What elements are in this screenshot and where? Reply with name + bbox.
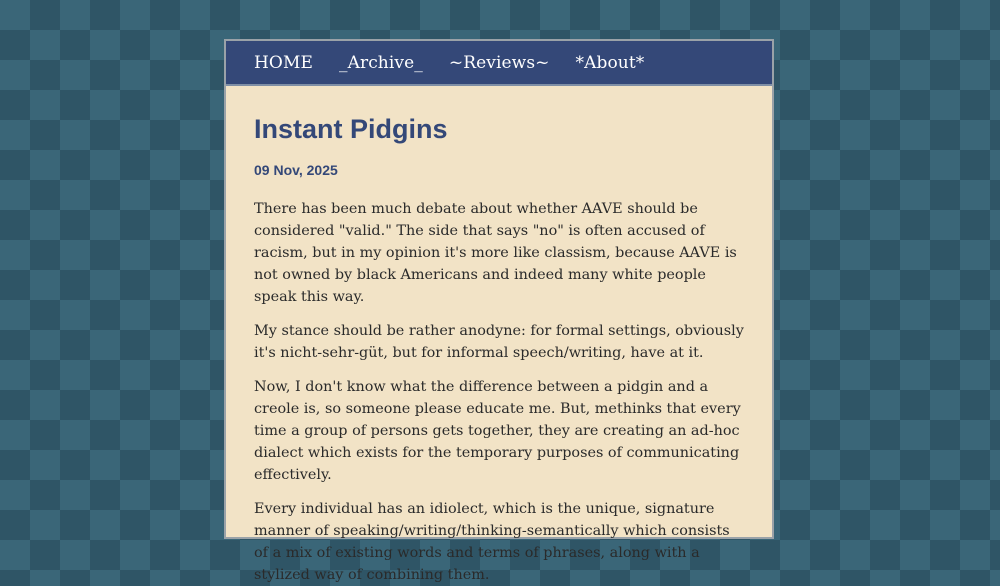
page-container (224, 39, 774, 583)
post-paragraph-2: My stance should be rather anodyne: for formal settings, obviously it's nicht-sehr-güt, but for informal speech/writing, have at it. (254, 323, 744, 361)
post-paragraph-3: Now, I don't know what the difference between a pidgin and a creole is, so someone please educate me. But, methinks that every time a group of persons gets together, they are creating an ad-hoc dialect which exists for the temporary purposes of communicating effectively. (254, 379, 741, 483)
nav-reviews-link[interactable]: ~Reviews~ (448, 52, 550, 73)
post-paragraph-1: There has been much debate about whether AAVE should be considered "valid." The side that says "no" is often accused of racism, but in my opinion it's more like classism, because AAVE is not owned by black Americans and indeed many white people speak this way. (254, 201, 737, 305)
nav-about-link[interactable]: *About* (575, 52, 645, 73)
main-nav (226, 41, 772, 86)
nav-archive-link[interactable]: _Archive_ (338, 52, 423, 73)
post-title: Instant Pidgins (254, 114, 448, 144)
post-paragraph-4: Every individual has an idiolect, which is the unique, signature manner of speaking/writing/thinking-semantically which consists of a mix of existing words and terms of phrases, along with a stylized way of combining them. (254, 501, 730, 583)
nav-home-link[interactable]: HOME (254, 52, 313, 73)
post-content (226, 86, 772, 586)
post-date: 09 Nov, 2025 (254, 162, 338, 178)
